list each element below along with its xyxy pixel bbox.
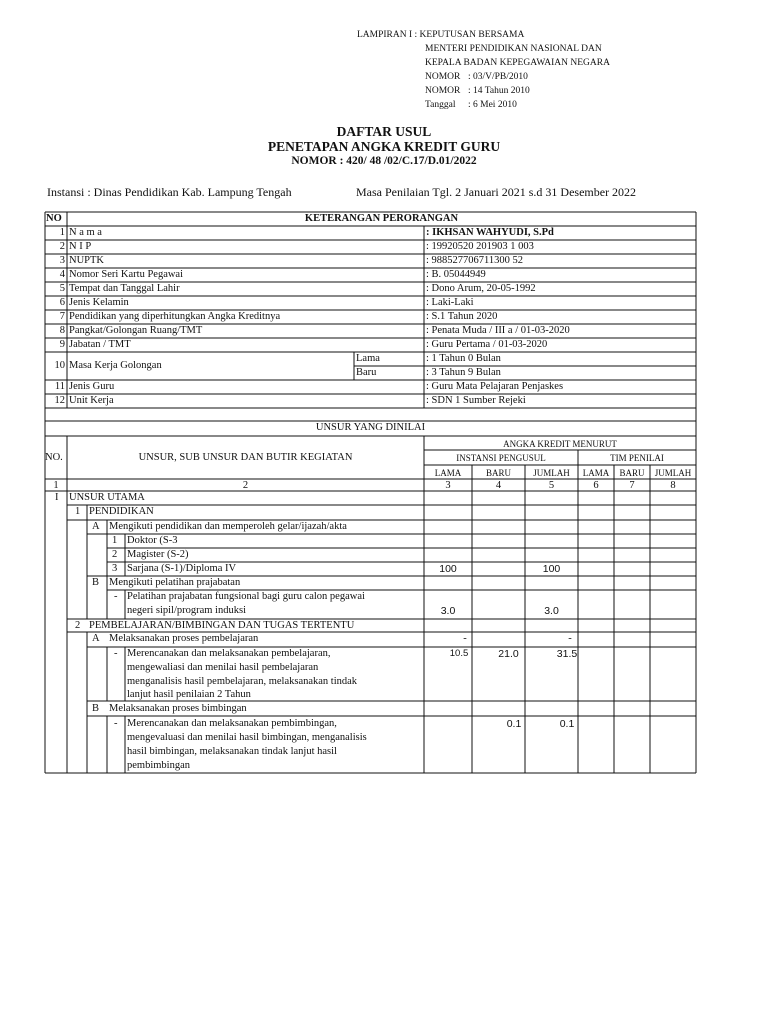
- row-pl-label-2: negeri sipil/program induksi: [127, 605, 246, 616]
- row-bb-line-2: mengevaluasi dan menilai hasil bimbingan, menganalisis: [127, 732, 367, 743]
- row-i-no: I: [55, 492, 59, 503]
- personal-row-no: 10: [54, 360, 65, 371]
- row-d3-lama: 100: [439, 563, 457, 575]
- masa-kerja-lama-value: : 1 Tahun 0 Bulan: [426, 353, 501, 364]
- row-b1-label: Mengikuti pelatihan prajabatan: [109, 577, 241, 588]
- personal-row-no: 1: [59, 227, 65, 238]
- personal-row-label: Jenis Guru: [69, 381, 115, 392]
- personal-row-value: : 988527706711300 52: [426, 255, 524, 266]
- masa-kerja-lama-label: Lama: [356, 353, 380, 364]
- row-bb-line-3: hasil bimbingan, melaksanakan tindak lanjut hasil: [127, 746, 337, 757]
- personal-row-no: 9: [59, 339, 65, 350]
- sub-col-header: BARU: [619, 468, 645, 478]
- row-p1-no: 1: [75, 506, 81, 517]
- row-bb-dash: -: [114, 718, 118, 729]
- row-d3-jumlah: 100: [542, 563, 561, 575]
- row-a2-jumlah: -: [568, 633, 572, 644]
- row-p2-no: 2: [75, 620, 81, 631]
- personal-row-value: : B. 05044949: [426, 269, 486, 280]
- personal-row-label: NUPTK: [69, 255, 105, 266]
- sub-col-header: LAMA: [434, 468, 462, 478]
- column-number: 2: [242, 480, 249, 491]
- personal-row-no: 6: [59, 297, 65, 308]
- col-header-no: NO: [46, 213, 62, 224]
- personal-row-no: 12: [54, 395, 65, 406]
- row-a1-label: Mengikuti pendidikan dan memperoleh gelar/ijazah/akta: [109, 521, 347, 532]
- personal-row-label: Pangkat/Golongan Ruang/TMT: [69, 325, 203, 336]
- instansi-label: Instansi : Dinas Pendidikan Kab. Lampung Tengah: [47, 185, 292, 199]
- row-pb-line-1: Merencanakan dan melaksanakan pembelajaran,: [127, 648, 331, 659]
- personal-row-no: 3: [59, 255, 65, 266]
- personal-row-value: : IKHSAN WAHYUDI, S.Pd: [426, 227, 554, 238]
- col-header-kegiatan: UNSUR, SUB UNSUR DAN BUTIR KEGIATAN: [138, 452, 353, 463]
- lampiran-nomor2-label: NOMOR: [425, 86, 461, 96]
- personal-row-no: 5: [59, 283, 65, 294]
- col-header-instansi: INSTANSI PENGUSUL: [456, 453, 546, 463]
- column-number: 6: [593, 480, 599, 491]
- row-a2-no: A: [92, 633, 100, 644]
- section-title-unsur: UNSUR YANG DINILAI: [315, 422, 426, 433]
- personal-row-value: : S.1 Tahun 2020: [426, 311, 498, 322]
- document-subtitle: PENETAPAN ANGKA KREDIT GURU: [267, 139, 501, 154]
- row-pb-jumlah: 31.5: [556, 648, 578, 660]
- personal-row-label: N I P: [69, 241, 92, 252]
- personal-row-label: Unit Kerja: [69, 395, 114, 406]
- lampiran-line-3: KEPALA BADAN KEPEGAWAIAN NEGARA: [425, 58, 610, 68]
- lampiran-tanggal-value: : 6 Mei 2010: [468, 100, 517, 110]
- row-d1-label: Doktor (S-3: [127, 535, 178, 546]
- masa-penilaian-label: Masa Penilaian Tgl. 2 Januari 2021 s.d 31 Desember 2022: [356, 185, 637, 199]
- row-b2-label: Melaksanakan proses bimbingan: [109, 703, 247, 714]
- lampiran-nomor1-label: NOMOR: [425, 72, 461, 82]
- lampiran-line-2: MENTERI PENDIDIKAN NASIONAL DAN: [425, 44, 602, 54]
- row-pb-line-2: mengewaliasi dan menilai hasil pembelajaran: [127, 662, 319, 673]
- row-pb-lama: 10.5: [449, 648, 469, 659]
- column-number: 4: [495, 480, 502, 491]
- personal-row-no: 4: [59, 269, 65, 280]
- row-pl-dash: -: [114, 591, 118, 602]
- row-b1-no: B: [92, 577, 100, 588]
- row-pb-baru: 21.0: [498, 648, 519, 660]
- row-pb-dash: -: [114, 648, 118, 659]
- personal-row-value: : Laki-Laki: [426, 297, 474, 308]
- row-pl-label-1: Pelatihan prajabatan fungsional bagi guru calon pegawai: [127, 591, 365, 602]
- lampiran-nomor2-value: : 14 Tahun 2010: [468, 86, 530, 96]
- personal-row-value: : SDN 1 Sumber Rejeki: [426, 395, 526, 406]
- row-a1-no: A: [92, 521, 100, 532]
- personal-row-label: Masa Kerja Golongan: [69, 360, 162, 371]
- col-header-no-unsur: NO.: [45, 452, 63, 463]
- column-number: 8: [670, 480, 676, 491]
- lampiran-nomor1-value: : 03/V/PB/2010: [468, 72, 528, 82]
- row-d3-label: Sarjana (S-1)/Diploma IV: [127, 563, 237, 574]
- personal-row-value: : 19920520 201903 1 003: [426, 241, 534, 252]
- personal-row-label: Nomor Seri Kartu Pegawai: [69, 269, 184, 280]
- personal-row-no: 2: [59, 241, 65, 252]
- row-bb-baru: 0.1: [506, 718, 522, 730]
- lampiran-tanggal-label: Tanggal: [425, 100, 456, 110]
- column-number: 3: [445, 480, 451, 491]
- personal-row-label: Jenis Kelamin: [69, 297, 129, 308]
- row-p1-label: PENDIDIKAN: [89, 506, 154, 517]
- column-number: 7: [629, 480, 635, 491]
- row-bb-line-1: Merencanakan dan melaksanakan pembimbingan,: [127, 718, 337, 729]
- personal-row-label: Pendidikan yang diperhitungkan Angka Kreditnya: [69, 311, 281, 322]
- row-pl-lama: 3.0: [440, 605, 456, 617]
- masa-kerja-baru-value: : 3 Tahun 9 Bulan: [426, 367, 501, 378]
- personal-row-no: 11: [54, 381, 65, 392]
- masa-kerja-baru-label: Baru: [356, 367, 377, 378]
- personal-row-value: : Dono Arum, 20-05-1992: [426, 283, 536, 294]
- row-d2-no: 2: [112, 549, 118, 560]
- row-b2-no: B: [92, 703, 100, 714]
- row-pl-jumlah: 3.0: [544, 605, 559, 617]
- row-d2-label: Magister (S-2): [127, 549, 189, 560]
- column-number: 5: [548, 480, 555, 491]
- col-header-angka-kredit: ANGKA KREDIT MENURUT: [503, 439, 617, 449]
- row-d3-no: 3: [112, 563, 118, 574]
- personal-row-no: 7: [59, 311, 65, 322]
- sub-col-header: JUMLAH: [533, 468, 570, 478]
- row-d1-no: 1: [112, 535, 118, 546]
- column-number: 1: [53, 480, 59, 491]
- col-header-tim: TIM PENILAI: [610, 453, 664, 463]
- lampiran-line-1: LAMPIRAN I : KEPUTUSAN BERSAMA: [357, 30, 525, 40]
- personal-row-value: : Penata Muda / III a / 01-03-2020: [426, 325, 570, 336]
- personal-row-label: Tempat dan Tanggal Lahir: [69, 283, 180, 294]
- row-pb-line-4: lanjut hasil penilaian 2 Tahun: [127, 689, 251, 700]
- row-a2-label: Melaksanakan proses pembelajaran: [109, 633, 259, 644]
- document-number: NOMOR : 420/ 48 /02/C.17/D.01/2022: [291, 155, 477, 167]
- row-bb-jumlah: 0.1: [559, 718, 575, 730]
- row-pb-line-3: menganalisis hasil pembelajaran, melaksanakan tindak: [127, 676, 358, 687]
- sub-col-header: JUMLAH: [654, 468, 692, 478]
- personal-row-value: : Guru Mata Pelajaran Penjaskes: [426, 381, 564, 392]
- personal-row-label: Jabatan / TMT: [69, 339, 131, 350]
- row-a2-lama: -: [463, 633, 467, 644]
- personal-row-value: : Guru Pertama / 01-03-2020: [426, 339, 548, 350]
- section-title-keterangan: KETERANGAN PERORANGAN: [304, 213, 459, 224]
- sub-col-header: LAMA: [582, 468, 610, 478]
- sub-col-header: BARU: [485, 468, 511, 478]
- personal-row-label: N a m a: [69, 227, 102, 238]
- personal-row-no: 8: [59, 325, 65, 336]
- row-bb-line-4: pembimbingan: [127, 760, 190, 771]
- document-title: DAFTAR USUL: [336, 124, 432, 139]
- row-i-label: UNSUR UTAMA: [69, 492, 145, 503]
- row-p2-label: PEMBELAJARAN/BIMBINGAN DAN TUGAS TERTENTU: [89, 620, 355, 631]
